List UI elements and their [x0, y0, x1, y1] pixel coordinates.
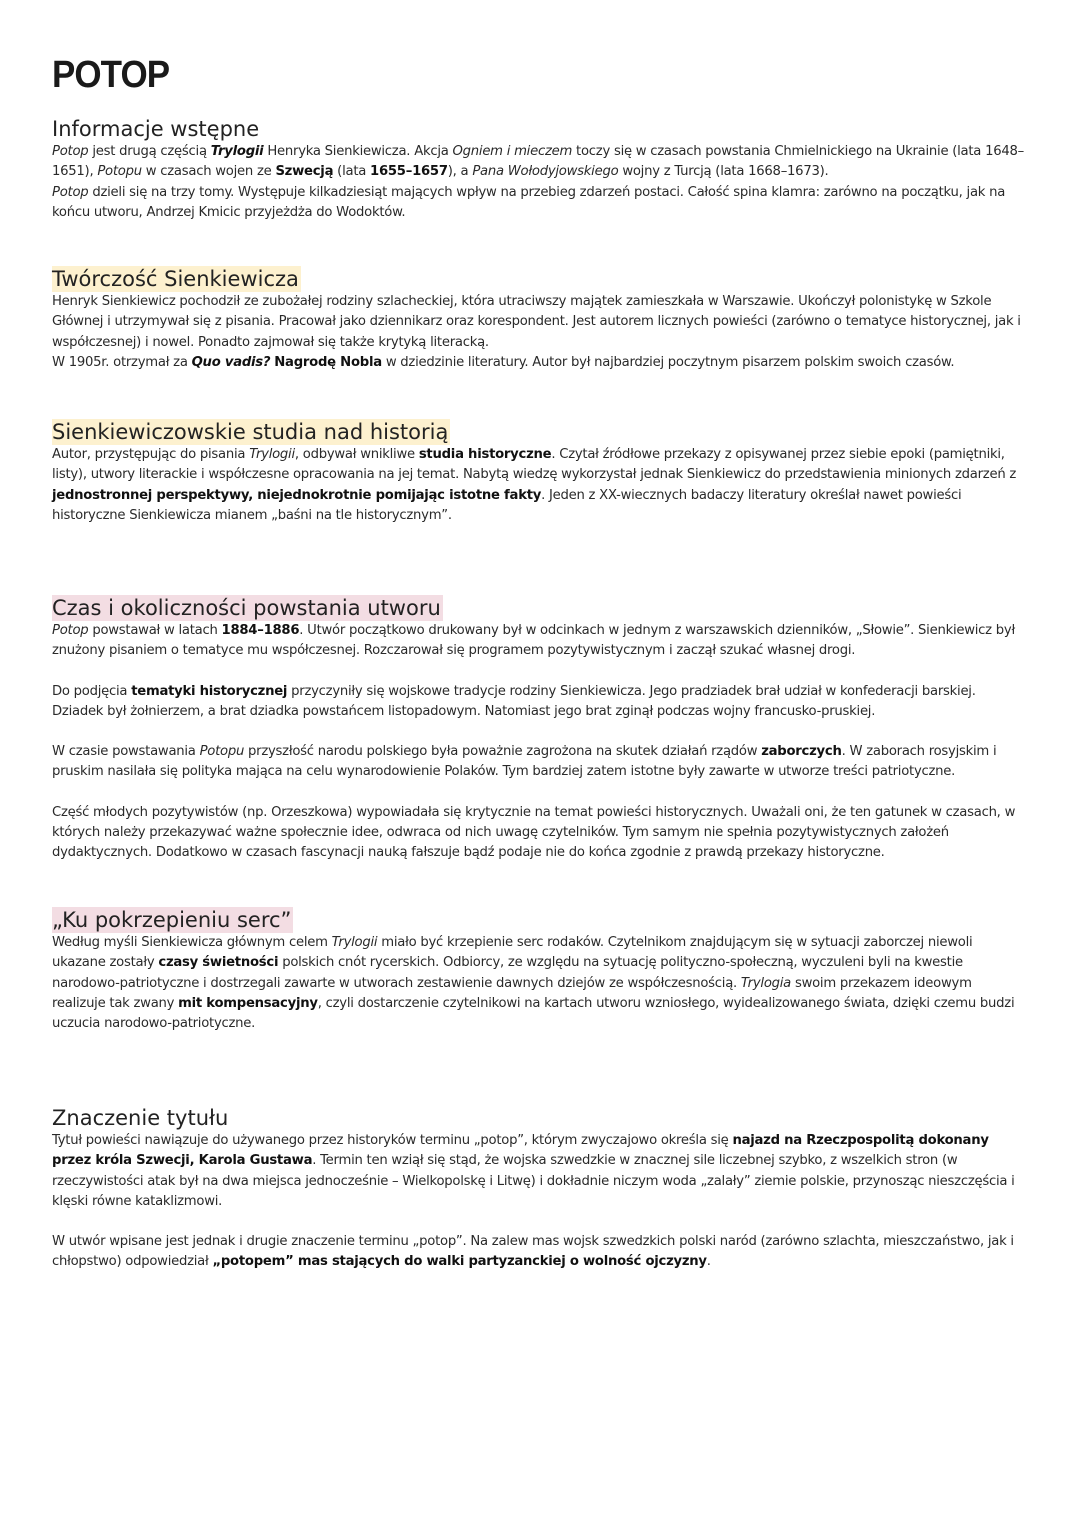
section-paragraph: Do podjęcia tematyki historycznej przyczyniły się wojskowe tradycje rodziny Sienkiewicza. Jego pradziadek brał udział w konfederacji barskiej. Dziadek był żołnierzem, a brat dziadka powstańcem listopadowym. Natomiast jego brat zginął podczas wojny francusko-pruskiej.: [52, 683, 976, 719]
section-paragraph: Henryk Sienkiewicz pochodził ze zubożałej rodziny szlacheckiej, która utraciwszy majątek zamieszkała w Warszawie. Ukończył polonistykę w Szkole Głównej i utrzymywał się z pisania. Pracował jako dziennikarz oraz korespondent. Jest autorem licznych powieści (zarówno o tematyce historycznej, jak i współczesnej) i nowel. Ponadto zajmował się także krytyką literacką.: [52, 294, 1021, 350]
section-czas-i-okolicznosci: [52, 595, 1028, 864]
section-heading: Twórczość Sienkiewicza: [52, 267, 299, 291]
section-paragraph: Tytuł powieści nawiązuje do używanego przez historyków terminu „potop”, którym zwyczajowo określa się najazd na Rzeczpospolitą dokonany przez króla Szwecji, Karola Gustawa. Termin ten wziął się stąd, że wojska szwedzkie w znacznej sile liczebnej szybko, z wszelkich stron (w rzeczywistości atak był na dwa miejsca jednocześnie – Wielkopolskę i Litwę) i dokładnie niczym woda „zalały” ziemie polskie, przynosząc nieszczęścia i klęski równe kataklizmowi.: [52, 1133, 1015, 1209]
section-paragraph: W czasie powstawania Potopu przyszłość narodu polskiego była poważnie zagrożona na skutek działań rządów zaborczych. W zaborach rosyjskim i pruskim nasilała się polityka mająca na celu wynarodowienie Polaków. Tym bardziej zatem istotne były zawarte w utworze treści patriotyczne.: [52, 744, 997, 780]
section-paragraph: Autor, przystępując do pisania Trylogii, odbywał wnikliwe studia historyczne. Czytał źródłowe przekazy z opisywanej przez siebie epoki (pamiętniki, listy), utwory literackie i współczesne opracowania na jej temat. Nabytą wiedzę wykorzystał jednak Sienkiewicz do przedstawienia minionych zdarzeń z jednostronnej perspektywy, niejednokrotnie pomijając istotne fakty. Jeden z XX-wiecznych badaczy literatury określał nawet powieści historyczne Sienkiewicza mianem „baśni na tle historycznym”.: [52, 447, 1017, 523]
section-paragraph: W 1905r. otrzymał za Quo vadis? Nagrodę Nobla w dziedzinie literatury. Autor był najbardziej poczytnym pisarzem polskim swoich czasów.: [52, 354, 955, 370]
section-heading: Sienkiewiczowskie studia nad historią: [52, 420, 449, 444]
section-heading: „Ku pokrzepieniu serc”: [52, 908, 292, 932]
section-paragraph: Potop dzieli się na trzy tomy. Występuje kilkadziesiąt mających wpływ na przebieg zdarzeń postaci. Całość spina klamra: zarówno na początku, jak na końcu utworu, Andrzej Kmicic przyjeżdża do Wodoktów.: [52, 184, 1006, 220]
section-heading: Znaczenie tytułu: [52, 1106, 229, 1130]
section-paragraph: Potop jest drugą częścią Trylogii Henryka Sienkiewicza. Akcja Ogniem i mieczem toczy się w czasach powstania Chmielnickiego na Ukrainie (lata 1648–1651), Potopu w czasach wojen ze Szwecją (lata 1655–1657), a Pana Wołodyjowskiego wojny z Turcją (lata 1668–1673).: [52, 144, 1024, 180]
section-heading: Informacje wstępne: [52, 117, 260, 141]
section-paragraph: Według myśli Sienkiewicza głównym celem Trylogii miało być krzepienie serc rodaków. Czytelnikom znajdującym się w sytuacji zaborczej niewoli ukazane zostały czasy świetności polskich cnót rycerskich. Odbiorcy, ze względu na sytuację polityczno-społeczną, wyczuleni byli na kwestie narodowo-patriotyczne i dostrzegali zawarte w utworach zestawienie dawnych dziejów ze współczesnością. Trylogia swoim przekazem ideowym realizuje tak zwany mit kompensacyjny, czyli dostarczenie czytelnikowi na kartach utworu wzniosłego, wyidealizowanego świata, dzięki czemu budzi uczucia narodowo-patriotyczne.: [52, 935, 1015, 1032]
section-heading: Czas i okoliczności powstania utworu: [52, 596, 441, 620]
section-znaczenie-tytulu: [52, 1105, 1028, 1273]
section-studia-nad-historia: [52, 419, 1028, 526]
section-informacje-wstepne: [52, 116, 1028, 223]
section-paragraph: W utwór wpisane jest jednak i drugie znaczenie terminu „potop”. Na zalew mas wojsk szwedzkich polski naród (zarówno szlachta, mieszczaństwo, jak i chłopstwo) odpowiedział „potopem” mas stających do walki partyzanckiej o wolność ojczyzny.: [52, 1234, 1014, 1270]
section-paragraph: Potop powstawał w latach 1884–1886. Utwór początkowo drukowany był w odcinkach w jednym z warszawskich dzienników, „Słowie”. Sienkiewicz był znużony pisaniem o tematyce mu współczesnej. Rozczarował się programem pozytywistycznym i zaczął szukać własnej drogi.: [52, 623, 1015, 659]
section-ku-pokrzepieniu: [52, 907, 1028, 1034]
section-paragraph: Część młodych pozytywistów (np. Orzeszkowa) wypowiadała się krytycznie na temat powieści historycznych. Uważali oni, że ten gatunek w czasach, w których należy przekazywać ważne społecznie idee, odwraca od nich uwagę czytelników. Tym samym nie spełnia pozytywistycznych założeń dydaktycznych. Dodatkowo w czasach fascynacji nauką fałszuje bądź podaje nie do końca zgodnie z prawdą przekazy historyczne.: [52, 804, 1016, 861]
document-title: POTOP: [52, 54, 170, 96]
section-tworczosc: [52, 266, 1028, 373]
